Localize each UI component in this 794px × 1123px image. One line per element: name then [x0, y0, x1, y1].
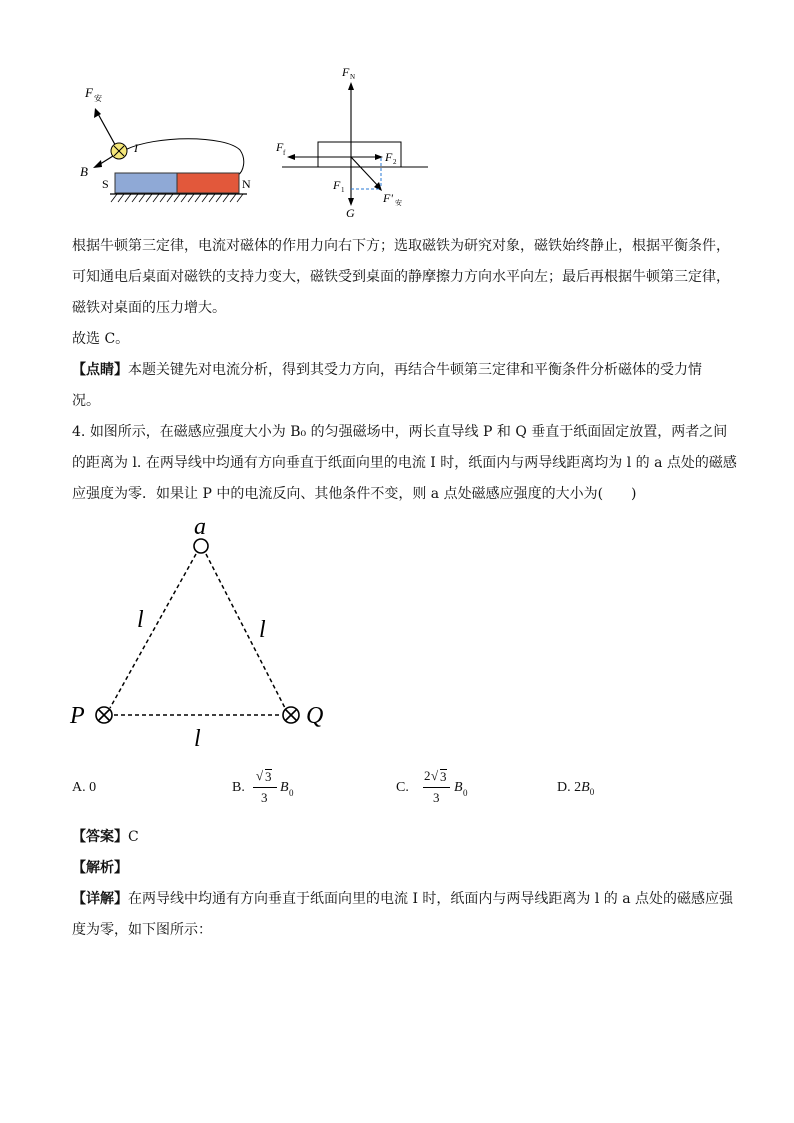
analysis-line: 磁铁对桌面的压力增大。	[72, 300, 226, 316]
f2-sub: 2	[393, 158, 397, 166]
fa-label: F'	[383, 191, 393, 205]
option-c-letter: C.	[396, 780, 409, 795]
triangle-figure	[60, 510, 350, 760]
fn-arrowhead	[348, 82, 354, 90]
magnet-n-pole	[177, 173, 239, 193]
option-d-subscript: 0	[589, 786, 595, 797]
side-pa-label: l	[137, 607, 144, 633]
option-a[interactable]: A. 0	[72, 780, 97, 795]
f2-label: F	[385, 150, 393, 164]
side-pq-label: l	[194, 726, 201, 752]
answer-value: C	[128, 829, 139, 845]
ampere-reaction-arrow	[351, 157, 380, 188]
current-label: I	[134, 141, 138, 155]
option-b-subscript: 0	[289, 788, 294, 798]
question-text: 如图所示，在磁感应强度大小为 B₀ 的匀强磁场中，两长直导线 P 和 Q 垂直于纸面固定放置，两者之间	[89, 424, 728, 440]
apex-label: a	[194, 514, 206, 540]
question-4	[72, 417, 737, 510]
fn-label: F	[342, 65, 350, 79]
pole-s-label: S	[102, 177, 109, 191]
g-label: G	[346, 206, 355, 220]
force-sub: 安	[94, 94, 102, 103]
question-number: 4.	[72, 424, 90, 440]
fa-sub: 安	[395, 199, 402, 207]
wire-loop	[125, 139, 244, 175]
side-qa	[206, 554, 285, 708]
question-text: 应强度为零．如果让 P 中的电流反向、其他条件不变，则 a 点处磁感应强度的大小为( )	[72, 486, 637, 502]
wire-p-label: P	[70, 703, 85, 729]
option-c-variable: B	[454, 780, 463, 795]
magnet-s-pole	[115, 173, 177, 193]
analysis-line: 根据牛顿第三定律，电流对磁体的作用力向右下方；选取磁铁为研究对象，磁铁始终静止，根据平衡条件，	[72, 238, 730, 254]
option-b-letter: B.	[232, 780, 245, 795]
detail-block	[72, 884, 732, 946]
option-d-label: D. 2	[557, 780, 582, 795]
answer-line	[72, 822, 732, 853]
comment-text: 本题关键先对电流分析，得到其受力方向，再结合牛顿第三定律和平衡条件分析磁体的受力情	[128, 362, 702, 378]
ff-label: F	[276, 140, 284, 154]
sqrt-symbol: √	[256, 768, 264, 783]
field-arrowhead	[93, 160, 102, 168]
option-b-variable: B	[280, 780, 289, 795]
f1-sub: 1	[341, 186, 345, 194]
fraction-bar	[253, 787, 277, 788]
option-d[interactable]	[557, 780, 594, 797]
table-hatching	[111, 194, 243, 202]
comment-text-continued: 况。	[72, 393, 100, 409]
comment-tag: 【点睛】	[72, 362, 128, 378]
fraction-bar	[423, 787, 450, 788]
force-diagram	[270, 62, 440, 222]
field-label: B	[80, 164, 88, 179]
option-d-variable: B	[581, 780, 590, 795]
sqrt-symbol: √	[431, 768, 439, 783]
question-text: 的距离为 l. 在两导线中均通有方向垂直于纸面向里的电流 I 时，纸面内与两导线距离均为 l 的 a 点处的磁感	[72, 455, 737, 471]
analysis-line: 可知通电后桌面对磁铁的支持力变大，磁铁受到桌面的静摩擦力方向水平向左；最后再根据牛顿第三定律，	[72, 269, 730, 285]
option-b[interactable]	[232, 768, 312, 812]
option-c-subscript: 0	[463, 788, 468, 798]
magnet-loop-figure	[75, 80, 255, 210]
option-c-numerator: 3	[440, 769, 447, 784]
option-b-denominator: 3	[261, 790, 268, 805]
ff-sub: f	[283, 149, 286, 157]
option-b-numerator: 3	[265, 769, 272, 784]
detail-text-continued: 度为零，如下图所示：	[72, 922, 212, 938]
detail-tag: 【详解】	[72, 891, 128, 907]
pole-n-label: N	[242, 177, 251, 191]
analysis-paragraph	[72, 231, 732, 324]
answer-tag: 【答案】	[72, 829, 128, 845]
option-c[interactable]	[396, 768, 486, 812]
explanation-tag: 【解析】	[72, 860, 128, 876]
f1-label: F	[333, 178, 341, 192]
fn-sub: N	[350, 73, 356, 81]
conclusion-line: 故选 C。	[72, 331, 130, 347]
explanation-heading	[72, 853, 732, 884]
side-qa-label: l	[259, 617, 266, 643]
force-label: F	[85, 85, 93, 100]
option-c-denominator: 3	[433, 790, 440, 805]
wire-q-label: Q	[306, 703, 324, 729]
comment-block	[72, 355, 732, 417]
side-pa	[110, 554, 196, 708]
detail-text: 在两导线中均通有方向垂直于纸面向里的电流 I 时，纸面内与两导线距离为 l 的 a 点处的磁感应强	[128, 891, 734, 907]
option-c-coefficient: 2	[424, 768, 431, 783]
g-arrowhead	[348, 198, 354, 206]
point-a	[194, 539, 208, 553]
